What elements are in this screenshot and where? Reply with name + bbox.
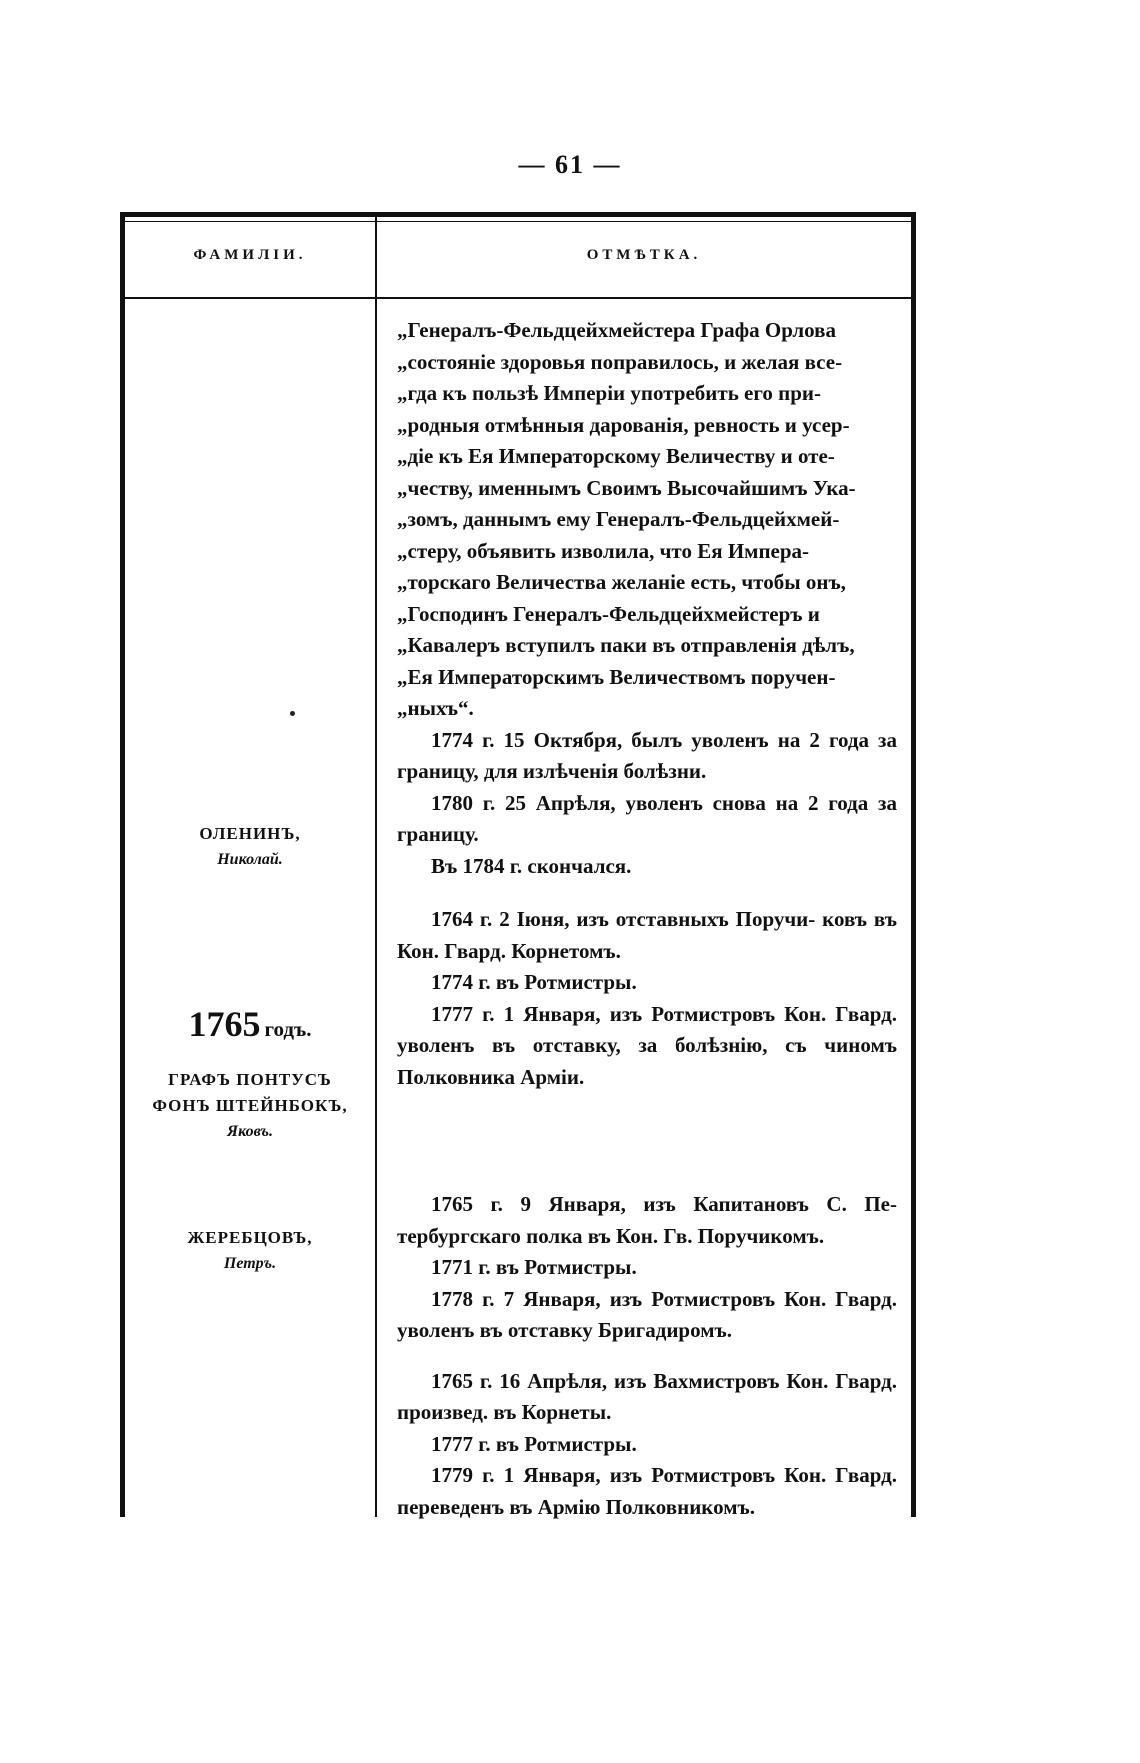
remarks-column bbox=[397, 315, 897, 1523]
name-olenin bbox=[125, 821, 375, 873]
year-heading bbox=[125, 1003, 375, 1045]
given-name: Петръ. bbox=[223, 1255, 277, 1272]
entry: Въ 1784 г. скончался. bbox=[431, 853, 632, 878]
ink-speck bbox=[290, 711, 295, 716]
quote-line: „Генералъ-Фельдцейхмейстера Графа Орлова bbox=[397, 318, 836, 342]
entry: 1777 г. 1 Января, изъ Ротмистровъ Кон. Гвард. уволенъ въ отставку, за болѣзнію, съ чиномъ Полковника Арміи. bbox=[397, 1001, 897, 1089]
entry: 1779 г. 1 Января, изъ Ротмистровъ Кон. Гвард. переведенъ въ Армію Полковникомъ. bbox=[397, 1463, 897, 1519]
quote-line: „Ея Императорскимъ Величествомъ поручен- bbox=[397, 664, 836, 689]
spacer bbox=[397, 1093, 897, 1189]
entry: 1765 г. 16 Апрѣля, изъ Вахмистровъ Кон. Гвард. произвед. въ Корнеты. bbox=[397, 1368, 897, 1424]
name-steinbock bbox=[125, 1067, 375, 1145]
entry: 1765 г. 9 Января, изъ Капитановъ С. Пе- тербургскаго полка въ Кон. Гв. Поручикомъ. bbox=[397, 1192, 897, 1248]
quote-line: „Господинъ Генералъ-Фельдцейхмейстеръ и bbox=[397, 601, 820, 626]
given-name: Яковъ. bbox=[227, 1123, 273, 1140]
entry: 1774 г. въ Ротмистры. bbox=[431, 970, 637, 994]
given-name: Николай. bbox=[217, 851, 283, 868]
spacer bbox=[397, 882, 897, 904]
entry: 1764 г. 2 Іюня, изъ отставныхъ Поручи- ковъ въ Кон. Гвард. Корнетомъ. bbox=[397, 907, 897, 963]
surname-line-2: ФОНЪ ШТЕЙНБОКЪ, bbox=[152, 1096, 348, 1115]
surname: ЖЕРЕБЦОВЪ, bbox=[187, 1228, 313, 1247]
header-remarks: ОТМѢТКА. bbox=[586, 247, 702, 263]
header-surnames: ФАМИЛІИ. bbox=[193, 247, 307, 263]
entry: 1774 г. 15 Октября, былъ уволенъ на 2 года за границу, для излѣченія болѣзни. bbox=[397, 727, 897, 783]
column-divider bbox=[375, 217, 377, 1517]
quote-line: „торскаго Величества желаніе есть, чтобы онъ, bbox=[397, 570, 846, 594]
entry: 1771 г. въ Ротмистры. bbox=[431, 1255, 637, 1279]
surname-line-1: ГРАФЪ ПОНТУСЪ bbox=[168, 1070, 332, 1089]
quote-line: „стеру, объявить изволила, что Ея Импера- bbox=[397, 538, 810, 563]
quote-line: „Кавалеръ вступилъ паки въ отправленія дѣлъ, bbox=[397, 633, 855, 657]
quote-line: „зомъ, даннымъ ему Генералъ-Фельдцейхмей- bbox=[397, 507, 840, 531]
quote-line: „ныхъ“. bbox=[397, 696, 474, 720]
quote-line: „состояніе здоровья поправилось, и желая все- bbox=[397, 349, 843, 374]
surname: ОЛЕНИНЪ, bbox=[199, 824, 301, 843]
quote-line: „діе къ Ея Императорскому Величеству и оте- bbox=[397, 444, 835, 468]
name-zherebtsov bbox=[125, 1225, 375, 1277]
entry: 1777 г. въ Ротмистры. bbox=[431, 1431, 637, 1456]
entry: 1780 г. 25 Апрѣля, уволенъ снова на 2 года за границу. bbox=[397, 790, 897, 846]
quote-line: „гда къ пользѣ Имперіи употребить его при- bbox=[397, 381, 821, 405]
year-suffix: годъ. bbox=[264, 1017, 312, 1041]
quote-line: „честву, именнымъ Своимъ Высочайшимъ Ука- bbox=[397, 475, 856, 500]
year-number: 1765 bbox=[188, 1004, 261, 1044]
register-table bbox=[120, 212, 916, 1517]
quote-line: „родныя отмѣнныя дарованія, ревность и усер- bbox=[397, 412, 850, 437]
entry: 1778 г. 7 Января, изъ Ротмистровъ Кон. Гвард. уволенъ въ отставку Бригадиромъ. bbox=[397, 1286, 897, 1342]
table-header bbox=[125, 217, 911, 299]
page-number: — 61 — bbox=[518, 150, 622, 179]
spacer bbox=[397, 1347, 897, 1366]
